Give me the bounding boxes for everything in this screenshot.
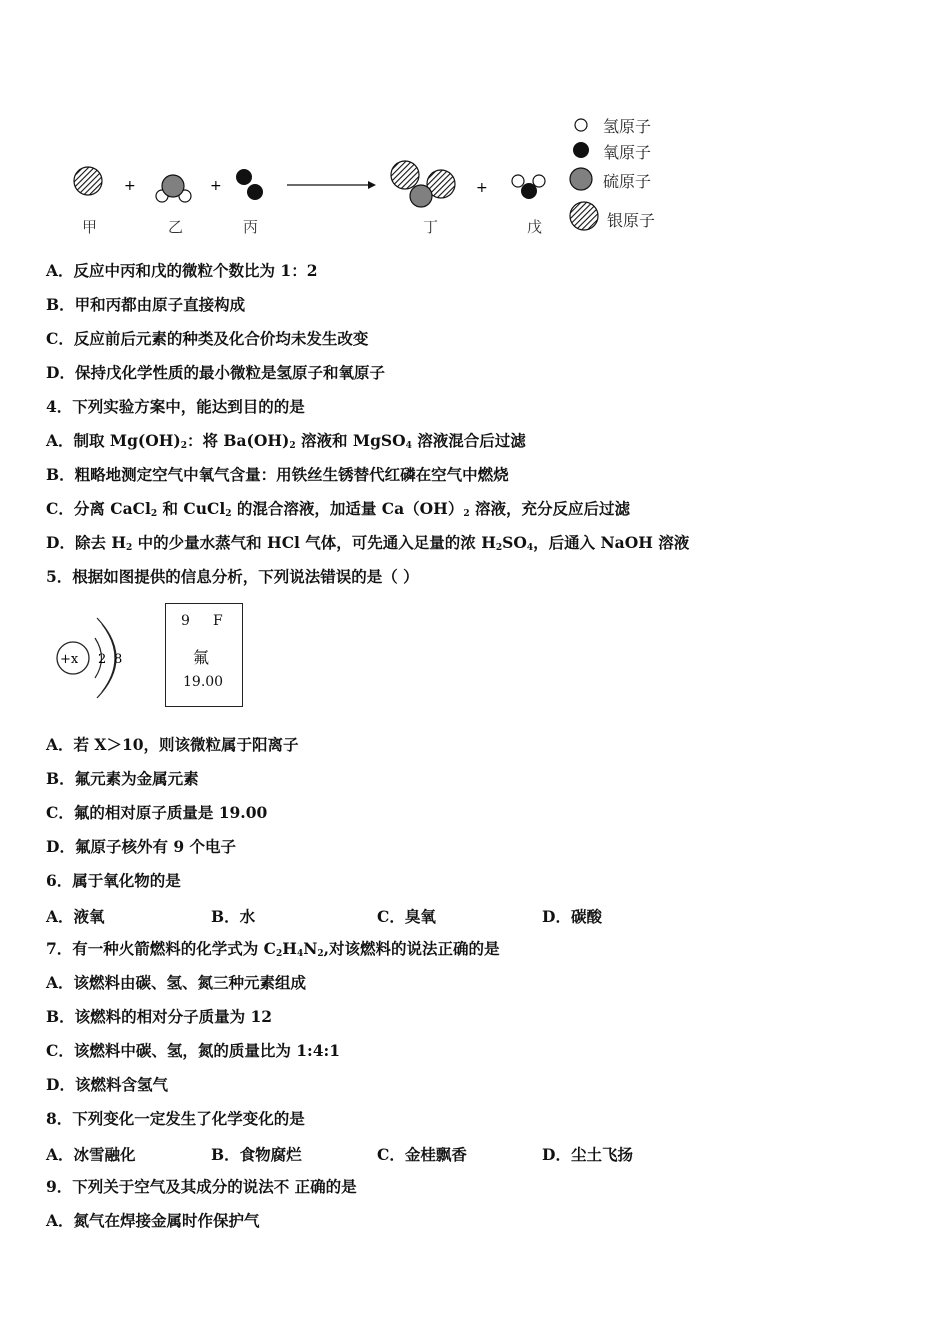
q6-option-c: C．臭氧 (377, 907, 436, 926)
q5-option-b: B．氟元素为金属元素 (46, 769, 199, 788)
q3-option-a: A．反应中丙和戊的微粒个数比为 1：2 (46, 261, 318, 280)
oxygen-atom (236, 169, 252, 185)
silver-atom-jia (74, 167, 102, 195)
q7-option-b: B．该燃料的相对分子质量为 12 (46, 1007, 273, 1026)
arrow-head-icon (368, 181, 376, 189)
hydrogen-atom (512, 175, 524, 187)
legend-hydrogen: 氢原子 (603, 117, 652, 136)
q5-stem: 5．根据如图提供的信息分析，下列说法错误的是（ ） (46, 567, 419, 586)
legend-silver: 银原子 (607, 211, 656, 230)
q9-stem: 9．下列关于空气及其成分的说法不 正确的是 (46, 1177, 357, 1196)
q6-option-b: B．水 (211, 907, 256, 926)
legend-silver-icon (570, 202, 598, 230)
legend-oxygen: 氧原子 (603, 143, 652, 162)
hydrogen-atom (533, 175, 545, 187)
q6-option-a: A．液氧 (46, 907, 105, 926)
q7-option-a: A．该燃料由碳、氢、氮三种元素组成 (46, 973, 307, 992)
q8-option-d: D．尘土飞扬 (542, 1145, 633, 1164)
q6-option-d: D．碳酸 (542, 907, 602, 926)
shell1-electrons: 2 (98, 652, 107, 667)
q4-option-b: B．粗略地测定空气中氧气含量：用铁丝生锈替代红磷在空气中燃烧 (46, 465, 509, 484)
q3-option-b: B．甲和丙都由原子直接构成 (46, 295, 246, 314)
q5-option-c: C．氟的相对原子质量是 19.00 (46, 803, 268, 822)
q4-option-a: A．制取 $Mg(OH)_2$：将 $Ba(OH)_2$ 溶液和 MgSO$_4$ 溶液混合后过滤 (46, 431, 526, 451)
q4-stem: 4．下列实验方案中，能达到目的的是 (46, 397, 305, 416)
element-name: 氟 (193, 648, 210, 667)
silver-atom (391, 161, 419, 189)
atom-structure-diagram (50, 612, 130, 702)
q8-option-a: A．冰雪融化 (46, 1145, 136, 1164)
label-jia: 甲 (82, 218, 98, 236)
element-symbol: F (213, 613, 223, 629)
legend-oxygen-icon (573, 142, 589, 158)
q7-option-c: C．该燃料中碳、氢，氮的质量比为 1:4:1 (46, 1041, 341, 1060)
plus-sign: + (124, 178, 136, 194)
shell2-electrons: 8 (114, 652, 123, 667)
nucleus-charge: +x (60, 652, 79, 667)
legend-hydrogen-icon (575, 119, 587, 131)
q5-option-a: A．若 X＞10，则该微粒属于阳离子 (46, 735, 299, 754)
oxygen-atom (247, 184, 263, 200)
element-card (165, 603, 243, 707)
q3-option-c: C．反应前后元素的种类及化合价均未发生改变 (46, 329, 369, 348)
legend-symbols (565, 110, 605, 235)
q8-option-b: B．食物腐烂 (211, 1145, 302, 1164)
label-ding: 丁 (423, 218, 439, 236)
q4-option-c: C．分离 CaCl$_2$ 和 CuCl$_2$ 的混合溶液，加适量 $Ca(OH)_2$ 溶液，充分反应后过滤 (46, 499, 630, 519)
label-wu: 戊 (527, 218, 543, 236)
q6-stem: 6．属于氧化物的是 (46, 871, 181, 890)
q4-option-d: D．除去 $H_2$ 中的少量水蒸气和 HCl 气体，可先通入足量的浓 $H_2SO_4$，后通入 NaOH 溶液 (46, 533, 690, 553)
q5-option-d: D．氟原子核外有 9 个电子 (46, 837, 237, 856)
label-bing: 丙 (243, 218, 259, 236)
q8-stem: 8．下列变化一定发生了化学变化的是 (46, 1109, 305, 1128)
atomic-number: 9 (181, 613, 190, 629)
legend-sulfur-icon (570, 168, 592, 190)
q8-option-c: C．金桂飘香 (377, 1145, 467, 1164)
q3-option-d: D．保持戊化学性质的最小微粒是氢原子和氧原子 (46, 363, 385, 382)
plus-sign: + (210, 178, 222, 194)
q7-option-d: D．该燃料含氢气 (46, 1075, 168, 1094)
atomic-mass: 19.00 (183, 674, 224, 690)
q7-stem: 7．有一种火箭燃料的化学式为 $C_2H_4N_2$,对该燃料的说法正确的是 (46, 939, 500, 959)
plus-sign: + (476, 180, 488, 196)
oxygen-atom (521, 183, 537, 199)
sulfur-atom (162, 175, 184, 197)
legend-sulfur: 硫原子 (603, 172, 652, 191)
label-yi: 乙 (168, 218, 184, 236)
sulfur-atom (410, 185, 432, 207)
reaction-diagram (60, 150, 580, 245)
q9-option-a: A．氮气在焊接金属时作保护气 (46, 1211, 260, 1230)
